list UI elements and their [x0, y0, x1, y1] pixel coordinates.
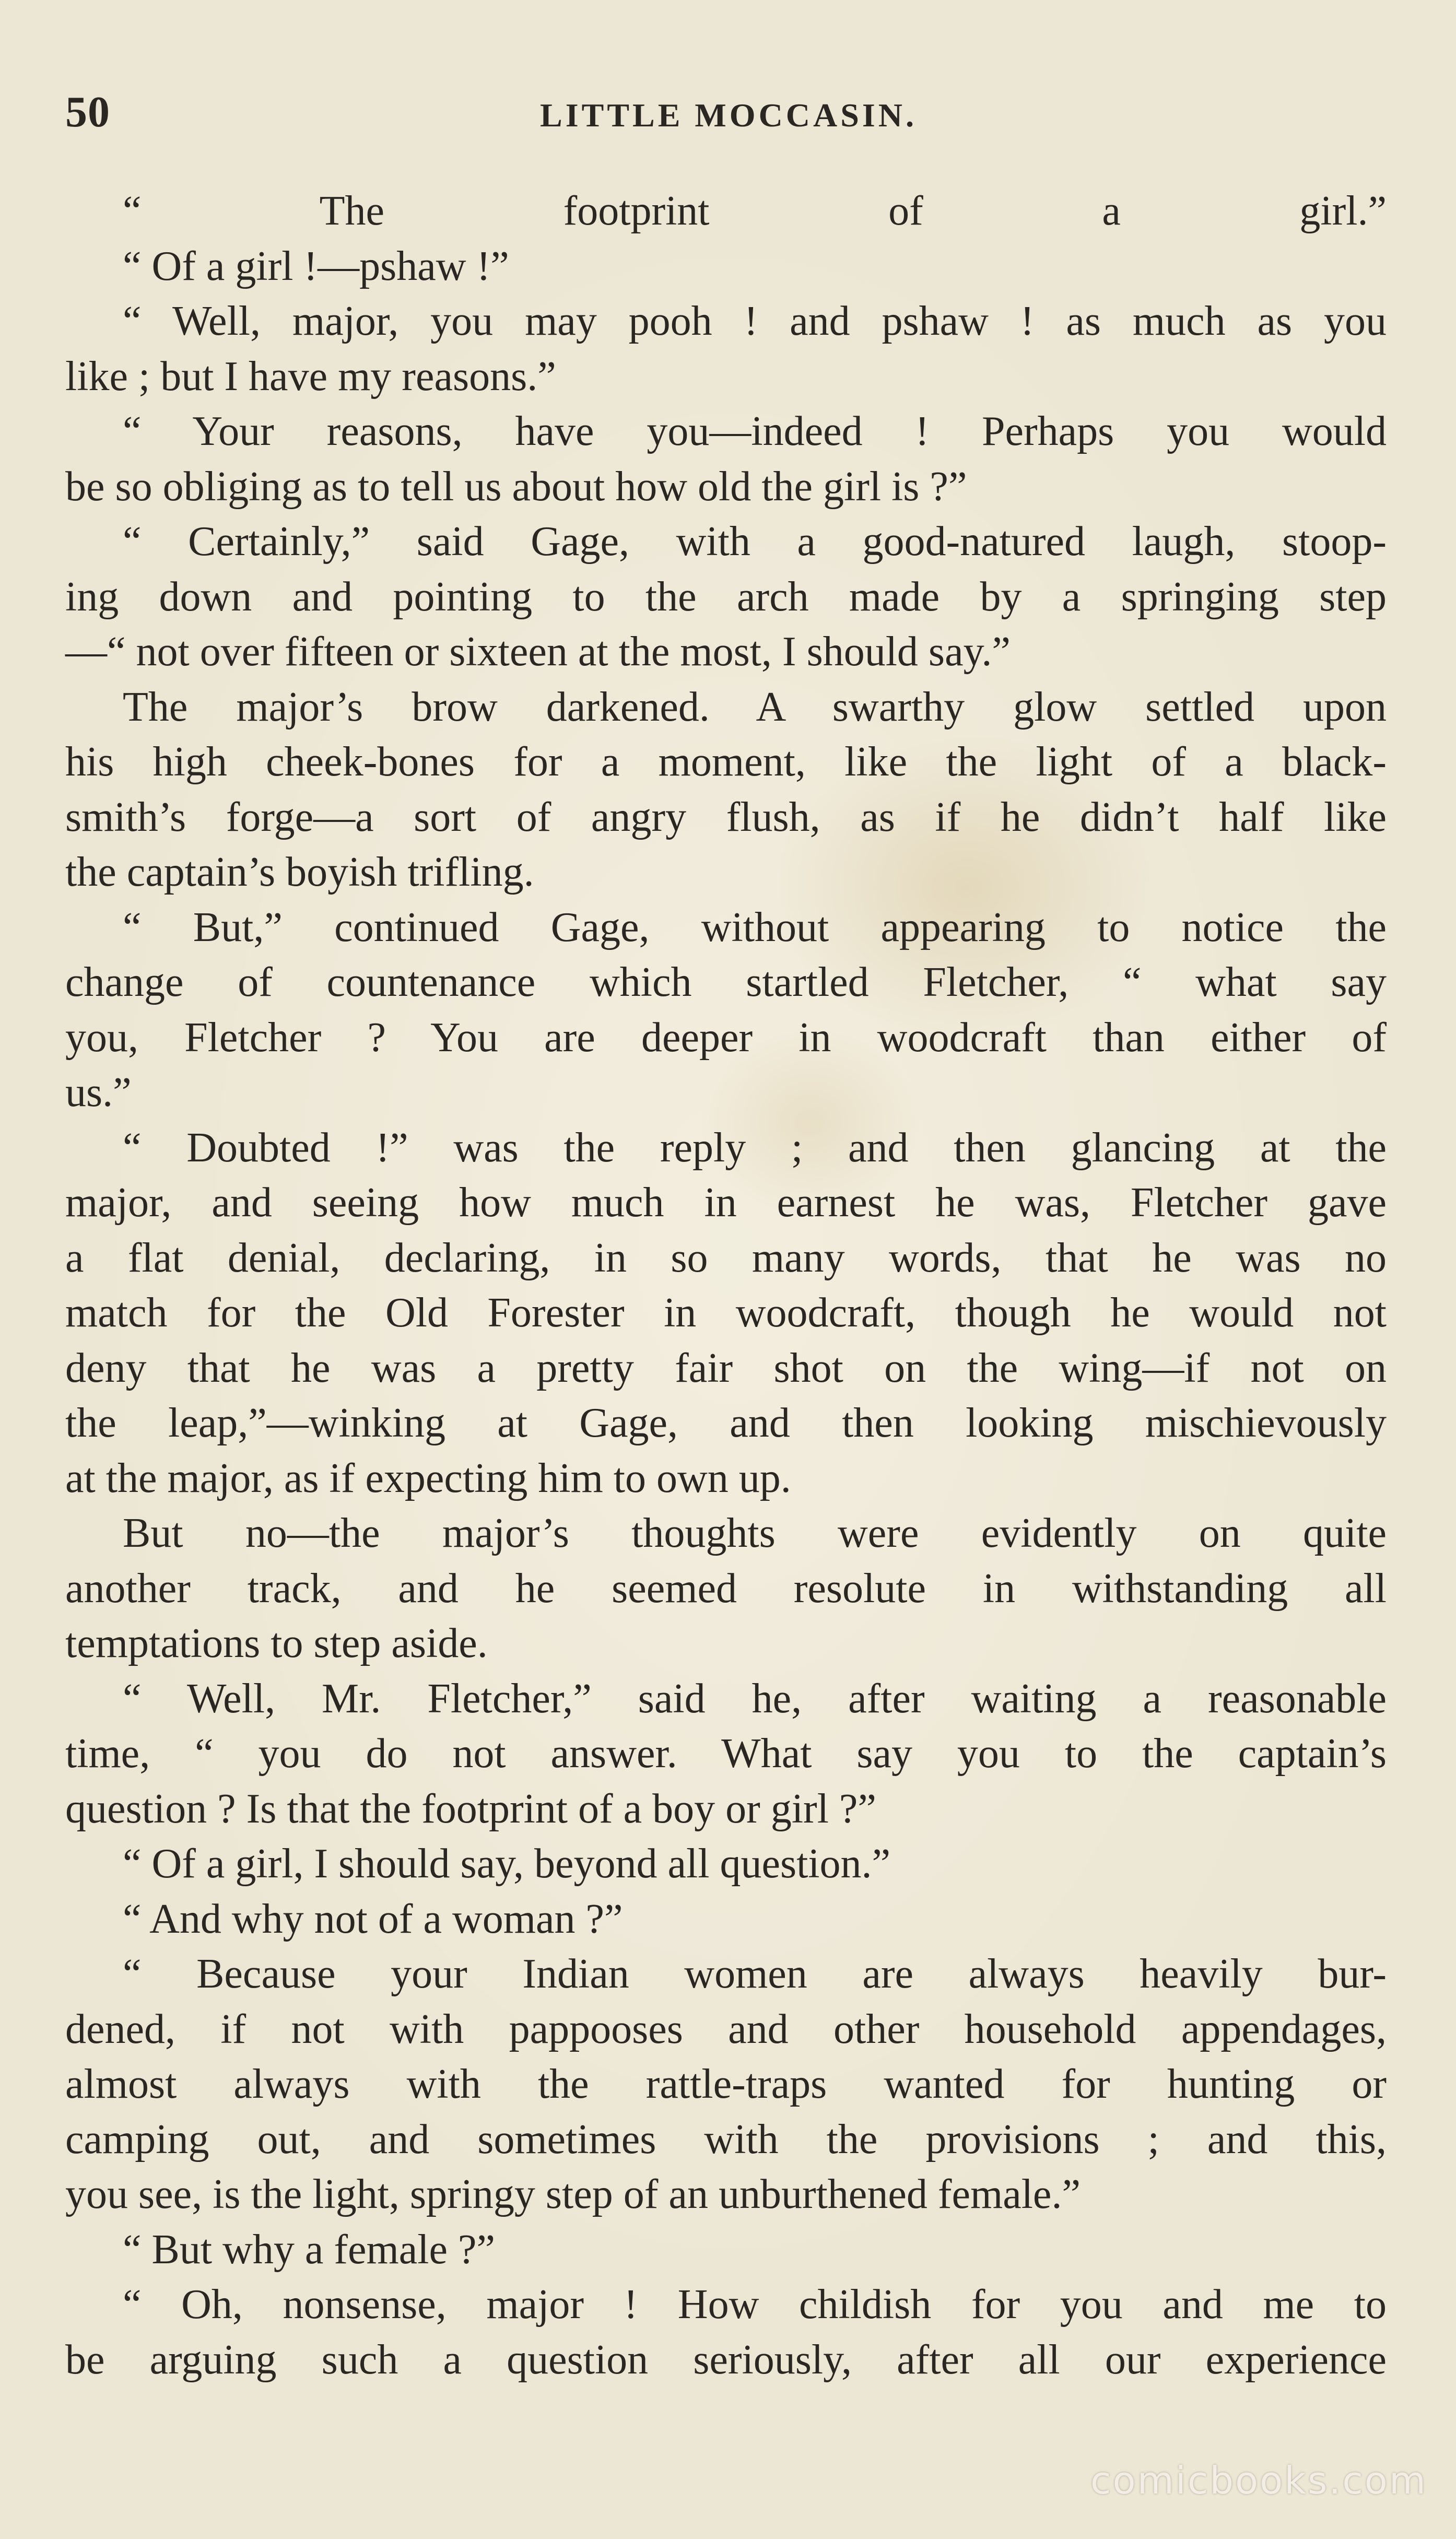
- text-line: you see, is the light, springy step of an unburthened female.”: [65, 2171, 1081, 2217]
- text-line: “ Oh, nonsense, major ! How childish for you and me to: [123, 2282, 1387, 2328]
- text-line: another track, and he seemed resolute in withstanding all: [65, 1565, 1387, 1612]
- running-head: [65, 84, 1392, 141]
- text-line: “ Because your Indian women are always heavily bur-: [123, 1951, 1387, 1997]
- text-line: “ The footprint of a girl.”: [123, 188, 1387, 234]
- text-line: change of countenance which startled Fletcher, “ what say: [65, 959, 1387, 1005]
- book-title: LITTLE MOCCASIN.: [540, 97, 917, 134]
- text-line: camping out, and sometimes with the provisions ; and this,: [65, 2116, 1387, 2162]
- text-line: “ And why not of a woman ?”: [123, 1896, 623, 1942]
- text-line: time, “ you do not answer. What say you to the captain’s: [65, 1731, 1387, 1777]
- text-line: the captain’s boyish trifling.: [65, 849, 534, 895]
- text-line: be so obliging as to tell us about how old the girl is ?”: [65, 463, 967, 510]
- text-line: ing down and pointing to the arch made by a springing step: [65, 573, 1387, 620]
- text-line: The major’s brow darkened. A swarthy glow settled upon: [123, 684, 1387, 730]
- text-line: match for the Old Forester in woodcraft, though he would not: [65, 1290, 1387, 1336]
- text-line: “ But why a female ?”: [123, 2226, 496, 2273]
- text-line: you, Fletcher ? You are deeper in woodcraft than either of: [65, 1014, 1387, 1061]
- text-line: a flat denial, declaring, in so many words, that he was no: [65, 1235, 1387, 1281]
- text-line: —“ not over fifteen or sixteen at the most, I should say.”: [65, 629, 1011, 675]
- text-line: “ But,” continued Gage, without appearing to notice the: [123, 904, 1387, 950]
- text-line: major, and seeing how much in earnest he was, Fletcher gave: [65, 1180, 1387, 1226]
- text-line: us.”: [65, 1069, 132, 1115]
- watermark: comicbooks.com: [1090, 2459, 1427, 2502]
- text-line: at the major, as if expecting him to own up.: [65, 1455, 791, 1501]
- text-line: But no—the major’s thoughts were evidently on quite: [123, 1510, 1387, 1556]
- text-line: “ Doubted !” was the reply ; and then glancing at the: [123, 1124, 1387, 1171]
- text-line: deny that he was a pretty fair shot on the wing—if not on: [65, 1345, 1387, 1391]
- text-line: almost always with the rattle-traps wanted for hunting or: [65, 2061, 1387, 2107]
- body-text: [65, 184, 1387, 2388]
- text-line: dened, if not with pappooses and other household appendages,: [65, 2006, 1387, 2052]
- page-number: 50: [65, 88, 110, 136]
- text-line: the leap,”—winking at Gage, and then looking mischievously: [65, 1400, 1387, 1446]
- text-line: “ Well, Mr. Fletcher,” said he, after waiting a reasonable: [123, 1675, 1387, 1722]
- text-line: “ Of a girl !—pshaw !”: [123, 243, 509, 289]
- text-line: “ Certainly,” said Gage, with a good-natured laugh, stoop-: [123, 519, 1387, 565]
- text-line: temptations to step aside.: [65, 1620, 488, 1666]
- text-line: like ; but I have my reasons.”: [65, 353, 556, 399]
- text-line: be arguing such a question seriously, after all our experience: [65, 2336, 1387, 2383]
- text-line: “ Your reasons, have you—indeed ! Perhaps you would: [123, 408, 1387, 454]
- text-line: “ Well, major, you may pooh ! and pshaw ! as much as you: [123, 298, 1387, 344]
- text-line: “ Of a girl, I should say, beyond all question.”: [123, 1841, 891, 1887]
- text-line: smith’s forge—a sort of angry flush, as if he didn’t half like: [65, 794, 1387, 840]
- text-line: his high cheek-bones for a moment, like the light of a black-: [65, 739, 1387, 785]
- text-line: question ? Is that the footprint of a boy or girl ?”: [65, 1785, 876, 1832]
